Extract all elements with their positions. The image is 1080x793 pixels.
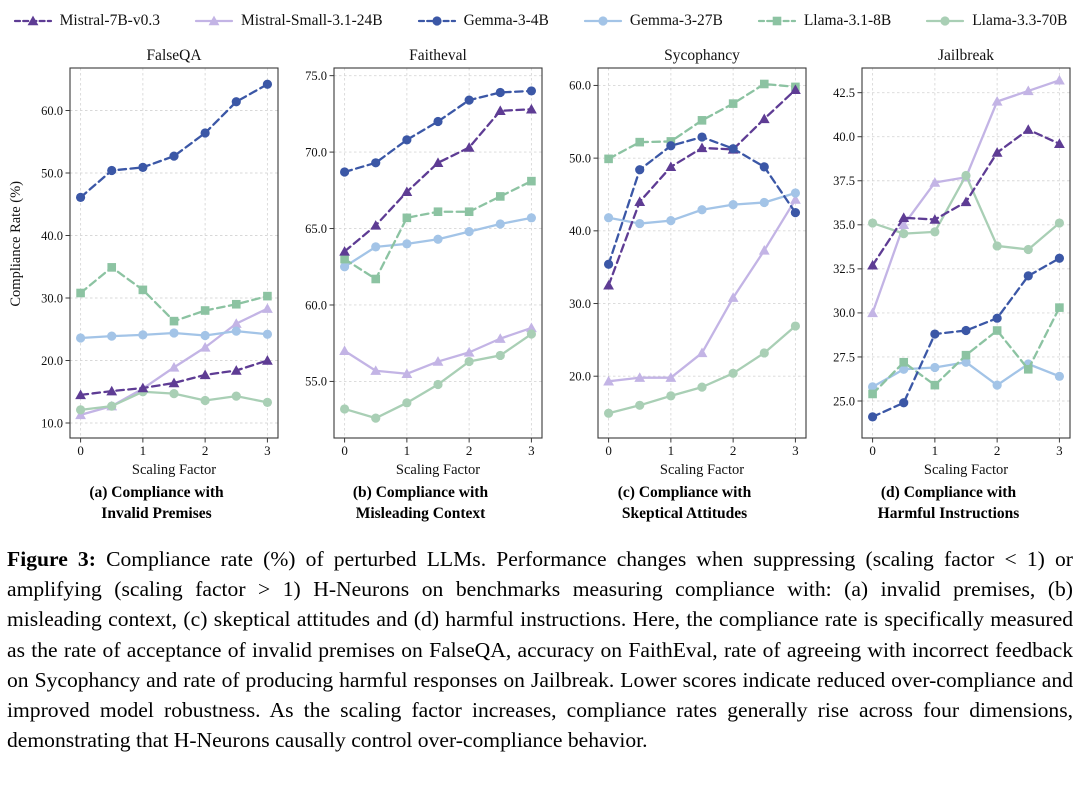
subplot-jailbreak — [820, 46, 1077, 524]
svg-text:70.0: 70.0 — [305, 145, 327, 160]
subplot-caption-b — [353, 482, 488, 524]
svg-text:30.0: 30.0 — [833, 306, 855, 321]
svg-text:1: 1 — [931, 443, 939, 458]
subplot-caption-c — [618, 482, 751, 524]
legend-label: Llama-3.3-70B — [972, 12, 1068, 29]
svg-text:60.0: 60.0 — [41, 103, 63, 118]
svg-text:30.0: 30.0 — [41, 291, 63, 306]
svg-text:Scaling Factor: Scaling Factor — [131, 462, 217, 478]
svg-text:55.0: 55.0 — [305, 374, 327, 389]
svg-text:60.0: 60.0 — [305, 298, 327, 313]
legend-label: Llama-3.1-8B — [803, 12, 892, 29]
svg-text:3: 3 — [528, 443, 535, 458]
subplot-caption-d-line1: (d) Compliance with — [880, 484, 1017, 501]
svg-text:Scaling Factor: Scaling Factor — [395, 462, 481, 478]
svg-text:40.0: 40.0 — [833, 130, 855, 145]
svg-text:20.0: 20.0 — [569, 369, 591, 384]
svg-text:42.5: 42.5 — [833, 85, 855, 100]
legend-item — [194, 12, 383, 30]
chart-svg-2 — [556, 46, 813, 478]
svg-text:25.0: 25.0 — [833, 394, 855, 409]
subplot-caption-d — [878, 482, 1020, 524]
figure-caption — [7, 544, 1073, 755]
subplot-caption-a — [89, 482, 223, 524]
chart-svg-0 — [28, 46, 285, 478]
svg-text:Sycophancy: Sycophancy — [664, 47, 740, 64]
legend — [0, 0, 1080, 34]
svg-text:65.0: 65.0 — [305, 221, 327, 236]
y-axis-label: Compliance Rate (%) — [7, 180, 24, 307]
legend-item — [925, 12, 1067, 30]
legend-item — [757, 12, 891, 30]
svg-text:75.0: 75.0 — [305, 68, 327, 83]
y-axis-label-wrap — [4, 46, 28, 441]
triangle-marker-icon — [194, 13, 234, 29]
svg-text:Jailbreak: Jailbreak — [938, 47, 994, 64]
svg-text:40.0: 40.0 — [569, 224, 591, 239]
figure-caption-text: Compliance rate (%) of perturbed LLMs. Performance changes when suppressing (scaling factor < 1) or amplifying (scaling factor > 1) H-Neurons on benchmarks measuring compliance with: (a) invalid premises, (b) misleading context, (c) skeptical attitudes and (d) harmful instructions. Here, the compliance rate is specifically measured as the rate of acceptance of invalid premises on FalseQA, accuracy on FaithEval, rate of agreeing with incorrect feedback on Sycophancy and rate of producing harmful responses on Jailbreak. Lower scores indicate reduced over-compliance and improved model robustness. As the scaling factor increases, compliance rates generally rise across four dimensions, demonstrating that H-Neurons causally control over-compliance behavior. — [7, 547, 1073, 753]
circle-marker-icon — [583, 13, 623, 29]
svg-text:2: 2 — [729, 443, 737, 458]
svg-text:2: 2 — [465, 443, 473, 458]
svg-text:3: 3 — [1056, 443, 1063, 458]
subplot-faitheval — [292, 46, 549, 524]
svg-text:0: 0 — [869, 443, 876, 458]
legend-item — [583, 12, 723, 30]
svg-text:60.0: 60.0 — [569, 78, 591, 93]
svg-text:Faitheval: Faitheval — [409, 47, 467, 64]
svg-text:Scaling Factor: Scaling Factor — [923, 462, 1009, 478]
svg-text:1: 1 — [139, 443, 147, 458]
circle-marker-icon — [417, 13, 457, 29]
subplot-caption-a-line1: (a) Compliance with — [89, 484, 224, 501]
svg-text:1: 1 — [403, 443, 411, 458]
subplot-caption-b-line1: (b) Compliance with — [352, 484, 489, 501]
svg-text:27.5: 27.5 — [833, 350, 855, 365]
svg-text:50.0: 50.0 — [569, 151, 591, 166]
square-marker-icon — [757, 13, 797, 29]
legend-label: Gemma-3-27B — [629, 12, 723, 29]
svg-text:50.0: 50.0 — [41, 166, 63, 181]
circle-marker-icon — [925, 13, 965, 29]
svg-text:2: 2 — [993, 443, 1001, 458]
svg-text:0: 0 — [77, 443, 84, 458]
figure-caption-label: Figure 3: — [7, 547, 96, 571]
svg-text:1: 1 — [667, 443, 675, 458]
legend-label: Mistral-Small-3.1-24B — [240, 12, 383, 29]
subplot-caption-c-line2: Skeptical Attitudes — [621, 505, 748, 522]
subplot-falseqa — [28, 46, 285, 524]
svg-text:3: 3 — [792, 443, 799, 458]
chart-svg-1 — [292, 46, 549, 478]
legend-label: Gemma-3-4B — [463, 12, 549, 29]
svg-text:10.0: 10.0 — [41, 416, 63, 431]
svg-text:FalseQA: FalseQA — [146, 47, 202, 64]
svg-text:32.5: 32.5 — [833, 262, 855, 277]
svg-text:30.0: 30.0 — [569, 296, 591, 311]
svg-text:40.0: 40.0 — [41, 228, 63, 243]
svg-text:2: 2 — [201, 443, 209, 458]
triangle-marker-icon — [13, 13, 53, 29]
svg-text:35.0: 35.0 — [833, 218, 855, 233]
svg-text:20.0: 20.0 — [41, 353, 63, 368]
svg-text:0: 0 — [605, 443, 612, 458]
svg-text:3: 3 — [264, 443, 271, 458]
legend-label: Mistral-7B-v0.3 — [59, 12, 160, 29]
subplot-sycophancy — [556, 46, 813, 524]
svg-text:37.5: 37.5 — [833, 174, 855, 189]
legend-item — [13, 12, 160, 30]
subplot-caption-c-line1: (c) Compliance with — [617, 484, 752, 501]
legend-item — [417, 12, 549, 30]
subplot-caption-b-line2: Misleading Context — [355, 505, 486, 522]
svg-text:0: 0 — [341, 443, 348, 458]
subplot-caption-a-line2: Invalid Premises — [101, 505, 212, 522]
charts-row — [0, 46, 1080, 524]
subplot-caption-d-line2: Harmful Instructions — [877, 505, 1020, 522]
chart-svg-3 — [820, 46, 1077, 478]
svg-text:Scaling Factor: Scaling Factor — [659, 462, 745, 478]
